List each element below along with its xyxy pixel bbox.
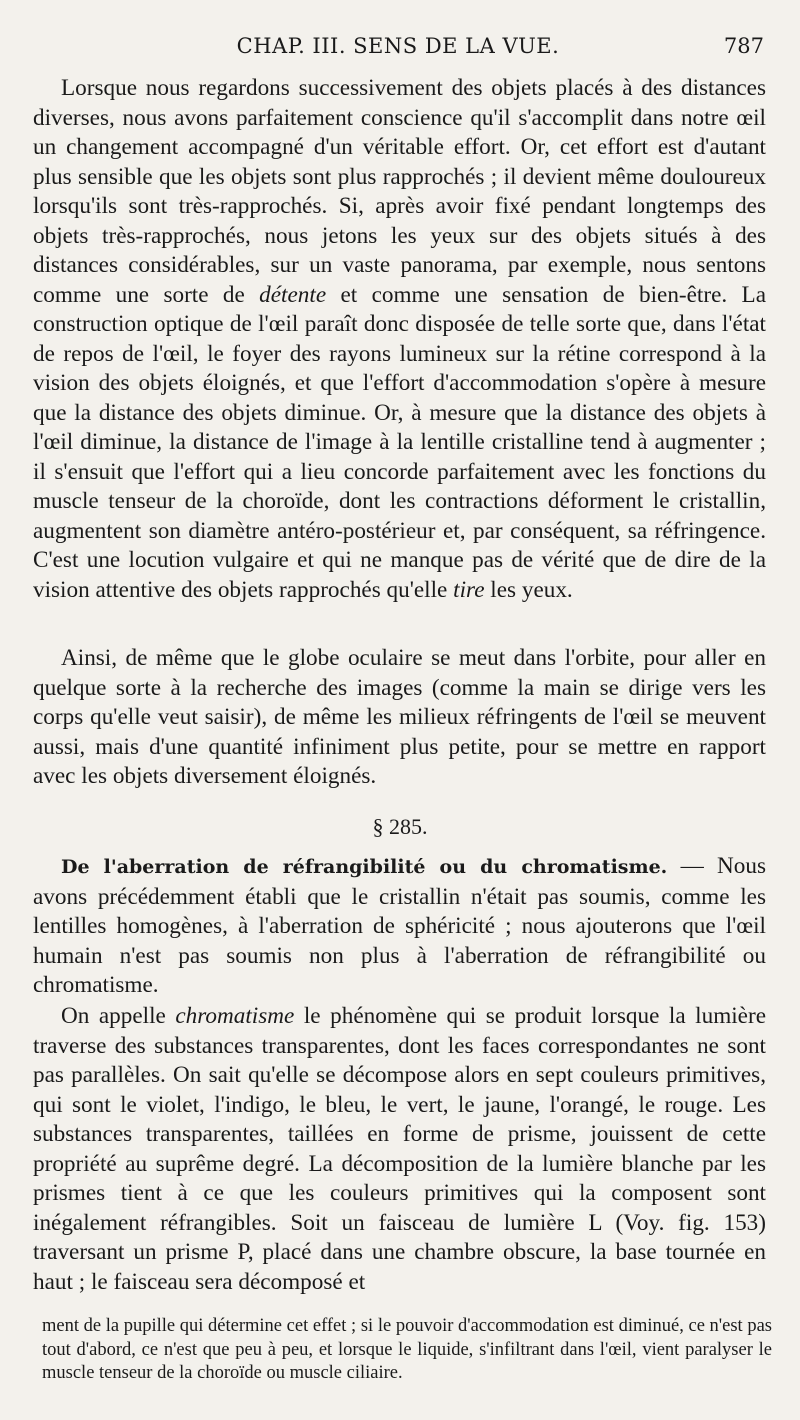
page-number: 787 xyxy=(723,34,764,58)
footnote: ment de la pupille qui détermine cet effet ; si le pouvoir d'accommodation est diminué, ce n'est pas tout d'abord, ce n'est que peu à peu, et lorsque le liquide, s'infiltrant dans l'œil, vient paralyser le muscle tenseur de la choroïde ou muscle ciliaire. xyxy=(42,1316,772,1383)
paragraph-accommodation xyxy=(33,74,766,605)
paragraph-aberration xyxy=(33,852,766,1001)
running-title: CHAP. III. SENS DE LA VUE. xyxy=(236,34,560,58)
paragraph-text: Lorsque nous regardons successivement des objets placés à des distances diverses, nous avons parfaitement conscience qu'il s'accomplit dans notre œil un changement accompagné d'un véritable effort. Or, cet effort est d'autant plus sensible que les objets sont plus rapprochés ; il devient même douloureux lorsqu'ils sont très-rapprochés. Si, après avoir fixé pendant longtemps des objets très-rapprochés, nous jetons les yeux sur des objets situés à des distances considérables, sur un vaste panorama, par exemple, nous sentons comme une sorte de xyxy=(33,75,766,308)
italic-term-detente: détente xyxy=(259,281,327,308)
section-number: § 285. xyxy=(372,814,428,839)
italic-term-chromatisme: chromatisme xyxy=(175,1003,295,1029)
paragraph-chromatisme xyxy=(33,1002,766,1297)
paragraph-text: les yeux. xyxy=(484,576,573,603)
section-heading: De l'aberration de réfrangibilité ou du chromatisme. xyxy=(61,856,668,878)
page-header xyxy=(32,34,764,64)
paragraph-text: et comme une sensation de bien-être. La construction optique de l'œil paraît donc disposée de telle sorte que, dans l'état de repos de l'œil, le foyer des rayons lumineux sur la rétine correspond à la vision des objets éloignés, et que l'effort d'accommodation s'opère à mesure que la distance des objets diminue. Or, à mesure que la distance des objets à l'œil diminue, la distance de l'image à la lentille cristalline tend à augmenter ; il s'ensuit que l'effort qui a lieu concorde parfaitement avec les fonctions du muscle tenseur de la choroïde, dont les contractions déforment le cristallin, augmentent son diamètre antéro-postérieur et, par conséquent, sa réfringence. C'est une locution vulgaire et qui ne manque pas de vérité que de dire de la vision attentive des objets rapprochés qu'elle xyxy=(33,281,766,603)
paragraph-text: le phénomène qui se produit lorsque la lumière traverse des substances transparentes, dont les faces correspondantes ne sont pas parallèles. On sait qu'elle se décompose alors en sept couleurs primitives, qui sont le violet, l'indigo, le bleu, le vert, le jaune, l'orangé, le rouge. Les substances transparentes, taillées en forme de prisme, jouissent de cette propriété au suprême degré. La décomposition de la lumière blanche par les prismes tient à ce que les couleurs primitives qui la composent sont inégalement réfrangibles. Soit un faisceau de lumière L (Voy. fig. 153) traversant un prisme P, placé dans une chambre obscure, la base tournée en haut ; le faisceau sera décomposé et xyxy=(33,1003,766,1295)
paragraph-text: On appelle xyxy=(61,1003,176,1029)
paragraph-text: — Nous avons précédemment établi que le cristallin n'était pas soumis, comme les lentilles homogènes, à l'aberration de sphéricité ; nous ajouterons que l'œil humain n'est pas soumis non plus à l'aberration de réfrangibilité ou chromatisme. xyxy=(33,853,766,998)
paragraph-ainsi: Ainsi, de même que le globe oculaire se meut dans l'orbite, pour aller en quelque sorte à la recherche des images (comme la main se dirige vers les corps qu'elle veut saisir), de même les milieux réfringents de l'œil se meuvent aussi, mais d'une quantité infiniment plus petite, pour se mettre en rapport avec les objets diversement éloignés. xyxy=(33,645,766,789)
italic-term-tire: tire xyxy=(453,576,485,603)
